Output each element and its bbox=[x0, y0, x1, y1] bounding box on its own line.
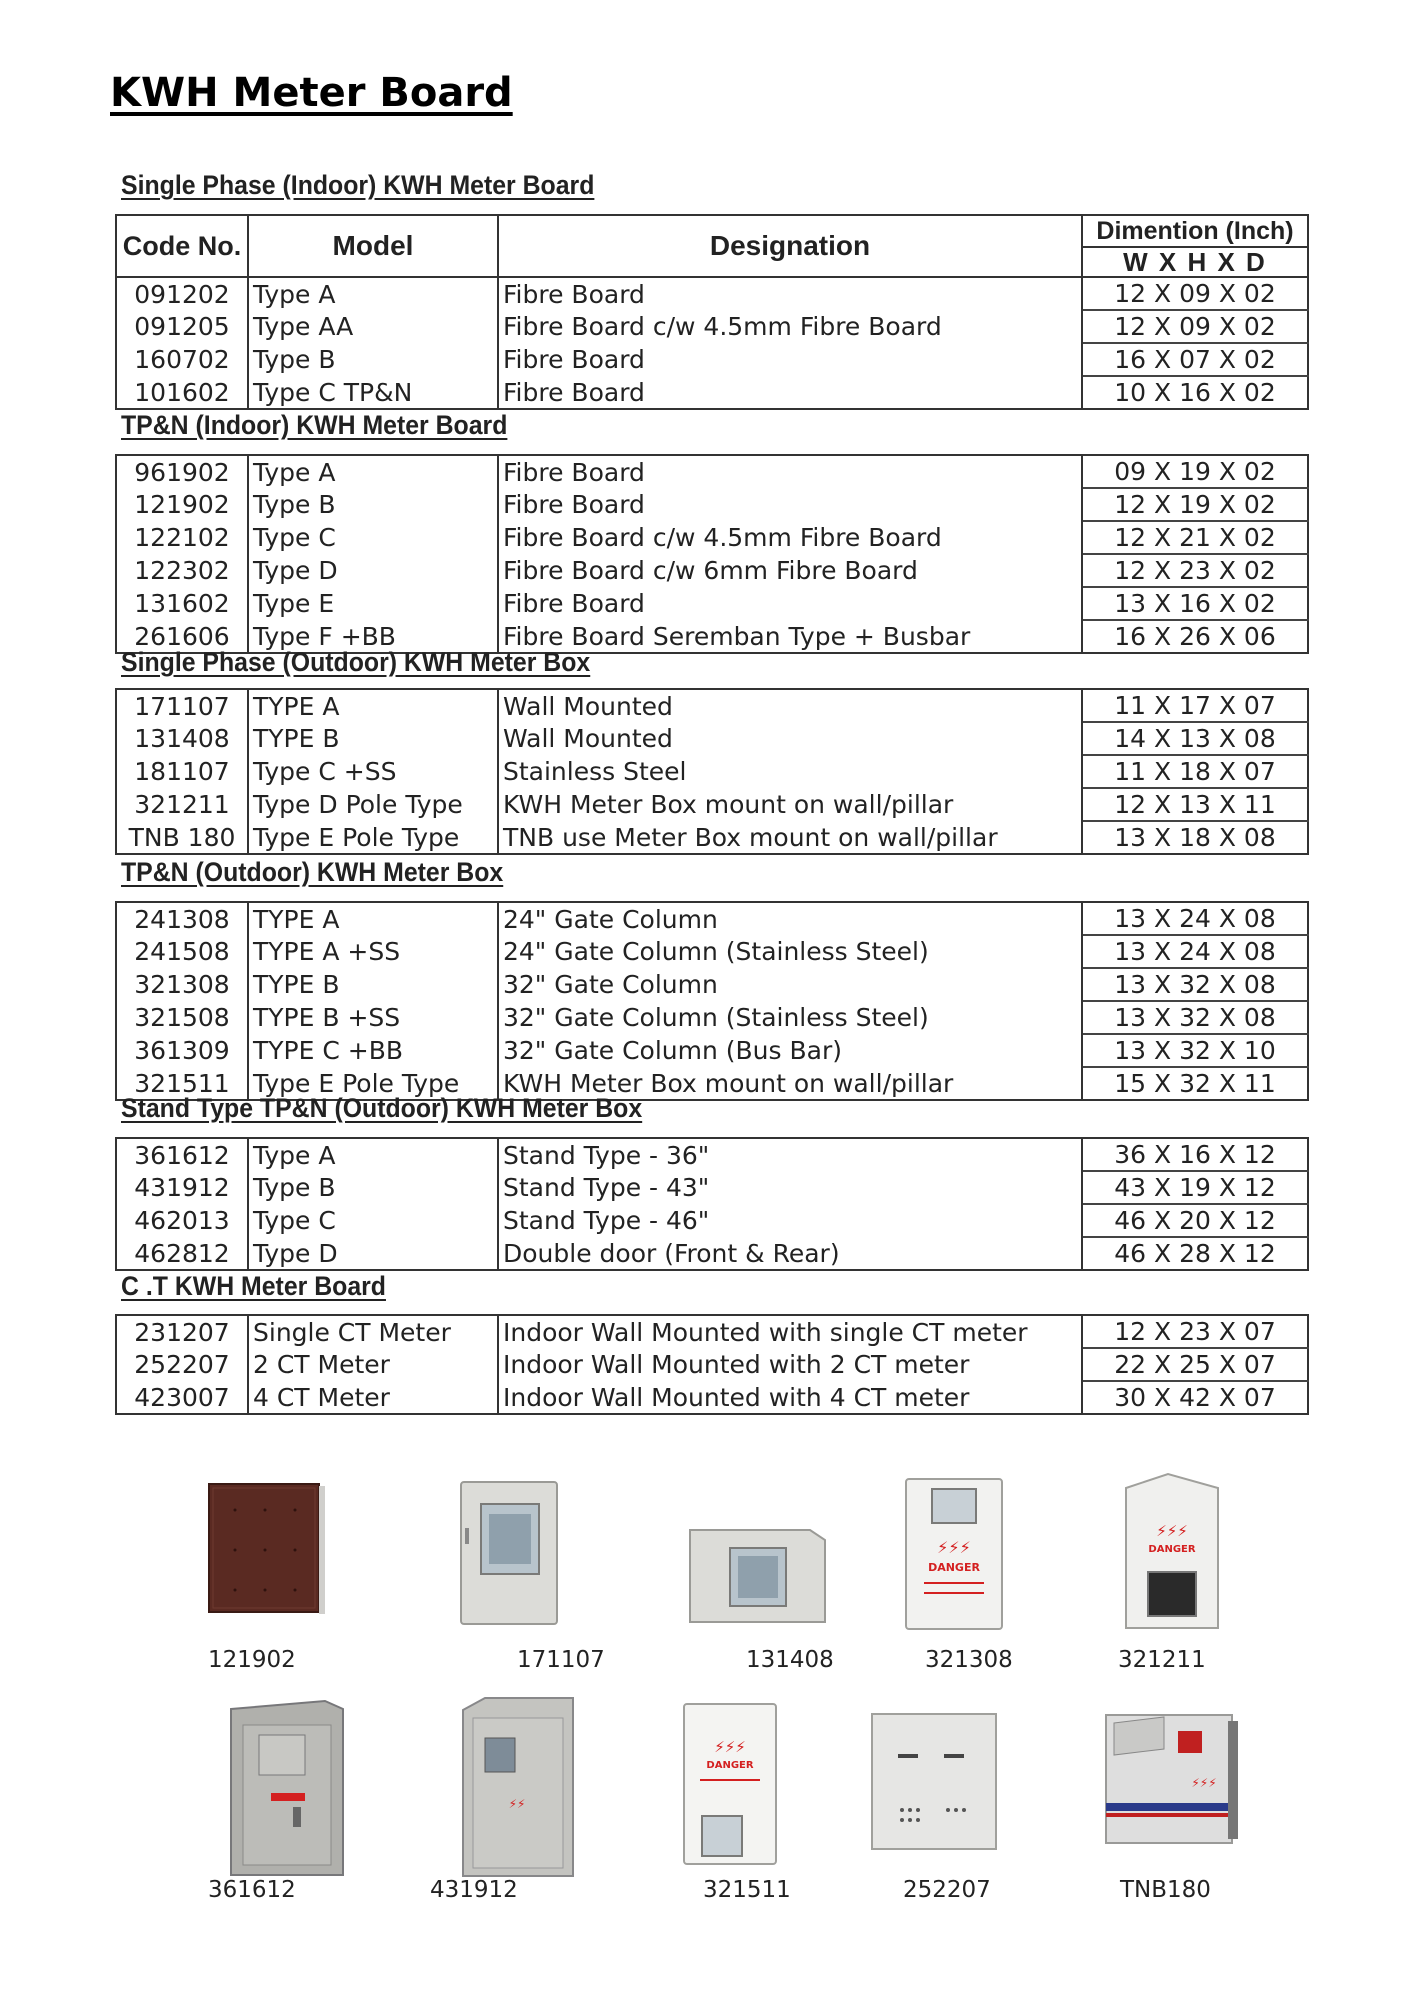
cell-dimension: 30 X 42 X 07 bbox=[1082, 1381, 1308, 1414]
cell-code: 122302 bbox=[116, 554, 248, 587]
photo-caption: TNB180 bbox=[1120, 1877, 1211, 1903]
cell-model: Single CT Meter bbox=[248, 1315, 498, 1348]
table-row bbox=[116, 1237, 1308, 1270]
photo-tnb-box bbox=[1100, 1705, 1245, 1850]
cell-code: 321211 bbox=[116, 788, 248, 821]
section-title: Stand Type TP&N (Outdoor) KWH Meter Box bbox=[121, 1093, 643, 1123]
cell-designation: Fibre Board c/w 4.5mm Fibre Board bbox=[498, 310, 1082, 343]
header-dimension bbox=[1082, 215, 1308, 277]
cell-model: Type D bbox=[248, 554, 498, 587]
cell-code: 181107 bbox=[116, 755, 248, 788]
photo-danger-box bbox=[902, 1475, 1007, 1635]
cell-code: 171107 bbox=[116, 689, 248, 722]
cell-code: 261606 bbox=[116, 620, 248, 653]
cell-model: TYPE C +BB bbox=[248, 1034, 498, 1067]
header-dimension-sub: W X H X D bbox=[1083, 246, 1307, 276]
cell-model: Type F +BB bbox=[248, 620, 498, 653]
spec-table bbox=[115, 688, 1309, 855]
cell-dimension: 12 X 13 X 11 bbox=[1082, 788, 1308, 821]
table-row bbox=[116, 1171, 1308, 1204]
cell-dimension: 09 X 19 X 02 bbox=[1082, 455, 1308, 488]
cell-code: 241308 bbox=[116, 902, 248, 935]
cell-designation: KWH Meter Box mount on wall/pillar bbox=[498, 1067, 1082, 1100]
table-body bbox=[116, 1315, 1308, 1414]
cell-designation: 32" Gate Column (Bus Bar) bbox=[498, 1034, 1082, 1067]
table-row bbox=[116, 376, 1308, 409]
cell-code: 091205 bbox=[116, 310, 248, 343]
cell-designation: Fibre Board c/w 6mm Fibre Board bbox=[498, 554, 1082, 587]
cell-designation: Double door (Front & Rear) bbox=[498, 1237, 1082, 1270]
photo-stand-box bbox=[225, 1695, 350, 1880]
cell-dimension: 22 X 25 X 07 bbox=[1082, 1348, 1308, 1381]
cell-model: TYPE B +SS bbox=[248, 1001, 498, 1034]
cell-dimension: 12 X 23 X 07 bbox=[1082, 1315, 1308, 1348]
cell-dimension: 11 X 18 X 07 bbox=[1082, 755, 1308, 788]
header-dimension-label: Dimention (Inch) bbox=[1096, 217, 1294, 245]
table-row bbox=[116, 1034, 1308, 1067]
cell-model: 4 CT Meter bbox=[248, 1381, 498, 1414]
table-row bbox=[116, 788, 1308, 821]
cell-dimension: 16 X 07 X 02 bbox=[1082, 343, 1308, 376]
table-row bbox=[116, 343, 1308, 376]
header-model: Model bbox=[248, 215, 498, 277]
header-code: Code No. bbox=[116, 215, 248, 277]
section-title: Single Phase (Indoor) KWH Meter Board bbox=[121, 170, 595, 200]
table-row bbox=[116, 455, 1308, 488]
cell-designation: Fibre Board bbox=[498, 343, 1082, 376]
cell-model: Type D Pole Type bbox=[248, 788, 498, 821]
cell-designation: Stand Type - 36" bbox=[498, 1138, 1082, 1171]
photo-caption: 321511 bbox=[703, 1877, 791, 1903]
table-body bbox=[116, 689, 1308, 854]
table-row bbox=[116, 587, 1308, 620]
cell-designation: Indoor Wall Mounted with 2 CT meter bbox=[498, 1348, 1082, 1381]
svg-text:⚡⚡⚡: ⚡⚡⚡ bbox=[1156, 1522, 1188, 1540]
table-row bbox=[116, 968, 1308, 1001]
svg-text:⚡⚡⚡: ⚡⚡⚡ bbox=[714, 1738, 746, 1756]
cell-designation: 32" Gate Column bbox=[498, 968, 1082, 1001]
cell-code: 361612 bbox=[116, 1138, 248, 1171]
cell-dimension: 13 X 16 X 02 bbox=[1082, 587, 1308, 620]
cell-model: TYPE B bbox=[248, 722, 498, 755]
cell-model: 2 CT Meter bbox=[248, 1348, 498, 1381]
cell-designation: Fibre Board bbox=[498, 376, 1082, 409]
table-row bbox=[116, 1001, 1308, 1034]
cell-model: Type E Pole Type bbox=[248, 821, 498, 854]
cell-code: 431912 bbox=[116, 1171, 248, 1204]
cell-model: Type E Pole Type bbox=[248, 1067, 498, 1100]
cell-designation: Fibre Board c/w 4.5mm Fibre Board bbox=[498, 521, 1082, 554]
photo-wall-box bbox=[455, 1478, 565, 1628]
cell-model: TYPE A +SS bbox=[248, 935, 498, 968]
cell-code: 462812 bbox=[116, 1237, 248, 1270]
table-row bbox=[116, 755, 1308, 788]
table-row bbox=[116, 554, 1308, 587]
photo-caption: 121902 bbox=[208, 1647, 296, 1673]
cell-designation: Stand Type - 46" bbox=[498, 1204, 1082, 1237]
cell-dimension: 16 X 26 X 06 bbox=[1082, 620, 1308, 653]
table-row bbox=[116, 1138, 1308, 1171]
cell-model: Type A bbox=[248, 277, 498, 310]
section-title: Single Phase (Outdoor) KWH Meter Box bbox=[121, 647, 591, 677]
table-row bbox=[116, 310, 1308, 343]
cell-designation: Fibre Board bbox=[498, 277, 1082, 310]
cell-code: 160702 bbox=[116, 343, 248, 376]
photo-caption: 321308 bbox=[925, 1647, 1013, 1673]
cell-code: 961902 bbox=[116, 455, 248, 488]
cell-designation: 24" Gate Column bbox=[498, 902, 1082, 935]
danger-label: DANGER bbox=[706, 1760, 754, 1771]
cell-model: Type C bbox=[248, 1204, 498, 1237]
spec-table bbox=[115, 214, 1309, 410]
table-row bbox=[116, 689, 1308, 722]
table-body bbox=[116, 1138, 1308, 1270]
cell-model: TYPE A bbox=[248, 902, 498, 935]
cell-dimension: 13 X 32 X 08 bbox=[1082, 1001, 1308, 1034]
spec-table bbox=[115, 1314, 1309, 1415]
cell-designation: Indoor Wall Mounted with single CT meter bbox=[498, 1315, 1082, 1348]
table-row bbox=[116, 722, 1308, 755]
photo-wall-box-wide bbox=[680, 1510, 830, 1630]
cell-designation: Stand Type - 43" bbox=[498, 1171, 1082, 1204]
cell-model: Type C TP&N bbox=[248, 376, 498, 409]
photo-caption: 252207 bbox=[903, 1877, 991, 1903]
cell-code: 423007 bbox=[116, 1381, 248, 1414]
cell-dimension: 43 X 19 X 12 bbox=[1082, 1171, 1308, 1204]
cell-code: 131408 bbox=[116, 722, 248, 755]
cell-code: 321511 bbox=[116, 1067, 248, 1100]
cell-model: Type C +SS bbox=[248, 755, 498, 788]
table-row bbox=[116, 1381, 1308, 1414]
cell-dimension: 12 X 21 X 02 bbox=[1082, 521, 1308, 554]
cell-dimension: 10 X 16 X 02 bbox=[1082, 376, 1308, 409]
cell-model: Type B bbox=[248, 488, 498, 521]
cell-code: 121902 bbox=[116, 488, 248, 521]
cell-model: Type B bbox=[248, 1171, 498, 1204]
cell-designation: Wall Mounted bbox=[498, 689, 1082, 722]
cell-code: 321308 bbox=[116, 968, 248, 1001]
cell-dimension: 13 X 32 X 08 bbox=[1082, 968, 1308, 1001]
cell-designation: Indoor Wall Mounted with 4 CT meter bbox=[498, 1381, 1082, 1414]
cell-dimension: 12 X 09 X 02 bbox=[1082, 310, 1308, 343]
cell-model: Type E bbox=[248, 587, 498, 620]
table-row bbox=[116, 1348, 1308, 1381]
cell-dimension: 36 X 16 X 12 bbox=[1082, 1138, 1308, 1171]
cell-designation: Wall Mounted bbox=[498, 722, 1082, 755]
table-row bbox=[116, 821, 1308, 854]
cell-dimension: 13 X 18 X 08 bbox=[1082, 821, 1308, 854]
photo-pole-box bbox=[1118, 1468, 1228, 1633]
cell-designation: 24" Gate Column (Stainless Steel) bbox=[498, 935, 1082, 968]
section-title: TP&N (Outdoor) KWH Meter Box bbox=[121, 857, 504, 887]
cell-designation: Stainless Steel bbox=[498, 755, 1082, 788]
cell-code: 091202 bbox=[116, 277, 248, 310]
cell-designation: Fibre Board bbox=[498, 488, 1082, 521]
cell-model: TYPE B bbox=[248, 968, 498, 1001]
table-row bbox=[116, 488, 1308, 521]
cell-code: 361309 bbox=[116, 1034, 248, 1067]
svg-text:⚡⚡⚡: ⚡⚡⚡ bbox=[937, 1538, 971, 1557]
cell-dimension: 13 X 24 X 08 bbox=[1082, 902, 1308, 935]
cell-designation: Fibre Board bbox=[498, 455, 1082, 488]
table-body bbox=[116, 455, 1308, 653]
cell-model: Type B bbox=[248, 343, 498, 376]
photo-caption: 171107 bbox=[517, 1647, 605, 1673]
page-title: KWH Meter Board bbox=[110, 70, 513, 116]
danger-label: DANGER bbox=[1148, 1544, 1196, 1555]
section-title: C .T KWH Meter Board bbox=[121, 1271, 386, 1301]
svg-text:⚡⚡⚡: ⚡⚡⚡ bbox=[1191, 1776, 1217, 1790]
cell-model: Type A bbox=[248, 455, 498, 488]
cell-dimension: 12 X 19 X 02 bbox=[1082, 488, 1308, 521]
cell-designation: Fibre Board Seremban Type + Busbar bbox=[498, 620, 1082, 653]
cell-designation: KWH Meter Box mount on wall/pillar bbox=[498, 788, 1082, 821]
cell-dimension: 12 X 23 X 02 bbox=[1082, 554, 1308, 587]
photo-stand-box-2 bbox=[455, 1690, 580, 1880]
spec-table bbox=[115, 1137, 1309, 1271]
table-row bbox=[116, 902, 1308, 935]
photo-caption: 431912 bbox=[430, 1877, 518, 1903]
cell-model: Type AA bbox=[248, 310, 498, 343]
cell-model: TYPE A bbox=[248, 689, 498, 722]
cell-model: Type D bbox=[248, 1237, 498, 1270]
table-row bbox=[116, 277, 1308, 310]
cell-code: TNB 180 bbox=[116, 821, 248, 854]
cell-code: 321508 bbox=[116, 1001, 248, 1034]
cell-code: 101602 bbox=[116, 376, 248, 409]
spec-table bbox=[115, 454, 1309, 654]
table-row bbox=[116, 1204, 1308, 1237]
cell-model: Type A bbox=[248, 1138, 498, 1171]
table-row bbox=[116, 1315, 1308, 1348]
table-body bbox=[116, 902, 1308, 1100]
cell-designation: 32" Gate Column (Stainless Steel) bbox=[498, 1001, 1082, 1034]
cell-dimension: 13 X 24 X 08 bbox=[1082, 935, 1308, 968]
cell-dimension: 14 X 13 X 08 bbox=[1082, 722, 1308, 755]
table-header-row bbox=[116, 215, 1308, 277]
cell-code: 241508 bbox=[116, 935, 248, 968]
section-title: TP&N (Indoor) KWH Meter Board bbox=[121, 410, 508, 440]
cell-dimension: 46 X 20 X 12 bbox=[1082, 1204, 1308, 1237]
cell-dimension: 12 X 09 X 02 bbox=[1082, 277, 1308, 310]
cell-model: Type C bbox=[248, 521, 498, 554]
table-row bbox=[116, 521, 1308, 554]
photo-caption: 131408 bbox=[746, 1647, 834, 1673]
cell-dimension: 13 X 32 X 10 bbox=[1082, 1034, 1308, 1067]
table-row bbox=[116, 935, 1308, 968]
danger-label: DANGER bbox=[928, 1561, 980, 1574]
cell-code: 462013 bbox=[116, 1204, 248, 1237]
photo-caption: 361612 bbox=[208, 1877, 296, 1903]
photo-caption: 321211 bbox=[1118, 1647, 1206, 1673]
cell-code: 231207 bbox=[116, 1315, 248, 1348]
header-designation: Designation bbox=[498, 215, 1082, 277]
cell-designation: TNB use Meter Box mount on wall/pillar bbox=[498, 821, 1082, 854]
photo-ct-board bbox=[868, 1710, 1003, 1855]
svg-text:⚡⚡: ⚡⚡ bbox=[508, 1797, 526, 1811]
cell-dimension: 11 X 17 X 07 bbox=[1082, 689, 1308, 722]
cell-code: 131602 bbox=[116, 587, 248, 620]
photo-pole-danger-box bbox=[678, 1700, 788, 1870]
cell-code: 122102 bbox=[116, 521, 248, 554]
cell-designation: Fibre Board bbox=[498, 587, 1082, 620]
table-body bbox=[116, 277, 1308, 409]
photo-fibre-board bbox=[205, 1480, 330, 1620]
spec-table bbox=[115, 901, 1309, 1101]
cell-dimension: 46 X 28 X 12 bbox=[1082, 1237, 1308, 1270]
cell-code: 252207 bbox=[116, 1348, 248, 1381]
cell-dimension: 15 X 32 X 11 bbox=[1082, 1067, 1308, 1100]
